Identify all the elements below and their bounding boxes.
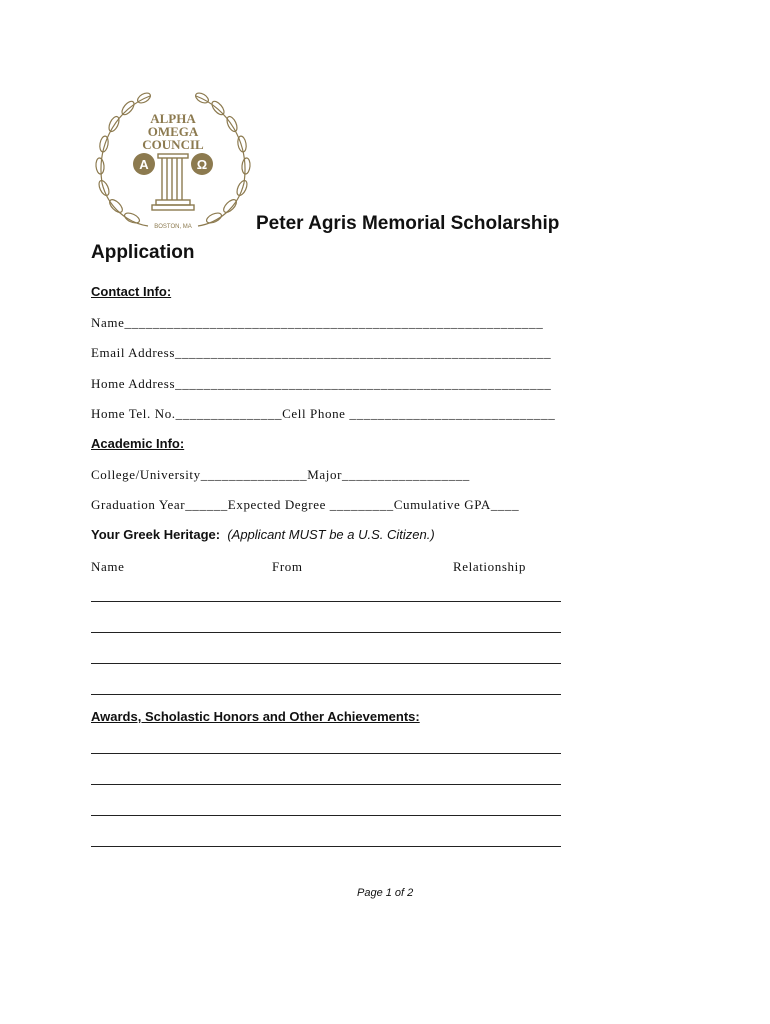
heritage-entry-line[interactable] xyxy=(91,632,561,633)
heritage-col-name: Name xyxy=(91,559,125,574)
form-subtitle: Application xyxy=(91,242,195,263)
svg-text:Ω: Ω xyxy=(196,157,208,172)
heritage-entry-line[interactable] xyxy=(91,694,561,695)
awards-entry-line[interactable] xyxy=(91,846,561,847)
awards-heading: Awards, Scholastic Honors and Other Achievements: xyxy=(91,709,420,724)
svg-text:ALPHA: ALPHA xyxy=(150,111,196,126)
phone-fields[interactable]: Home Tel. No._______________Cell Phone _____________________________ xyxy=(91,406,556,421)
contact-info-heading: Contact Info: xyxy=(91,284,172,299)
home-address-field[interactable]: Home Address_____________________________________________________ xyxy=(91,376,552,391)
svg-text:A: A xyxy=(139,157,149,172)
form-title: Peter Agris Memorial Scholarship xyxy=(256,213,560,234)
svg-text:COUNCIL: COUNCIL xyxy=(142,137,204,152)
greek-heritage-label: Your Greek Heritage: xyxy=(91,527,221,542)
email-field[interactable]: Email Address_____________________________________________________ xyxy=(91,345,552,360)
svg-text:OMEGA: OMEGA xyxy=(147,124,199,139)
academic-info-heading: Academic Info: xyxy=(91,436,185,451)
alpha-omega-council-logo xyxy=(88,88,258,233)
page-number: Page 1 of 2 xyxy=(357,887,414,899)
awards-entry-line[interactable] xyxy=(91,784,561,785)
degree-gpa-field[interactable]: Graduation Year______Expected Degree _________Cumulative GPA____ xyxy=(91,497,520,512)
citizenship-note: (Applicant MUST be a U.S. Citizen.) xyxy=(227,527,435,542)
heritage-entry-line[interactable] xyxy=(91,663,561,664)
heritage-col-relationship: Relationship xyxy=(453,559,526,574)
awards-entry-line[interactable] xyxy=(91,815,561,816)
college-major-field[interactable]: College/University_______________Major__________________ xyxy=(91,467,470,482)
heritage-col-from: From xyxy=(272,559,303,574)
greek-heritage-heading xyxy=(91,527,435,542)
name-field[interactable]: Name___________________________________________________________ xyxy=(91,315,544,330)
heritage-entry-line[interactable] xyxy=(91,601,561,602)
svg-text:BOSTON, MA: BOSTON, MA xyxy=(154,224,192,230)
awards-entry-line[interactable] xyxy=(91,753,561,754)
